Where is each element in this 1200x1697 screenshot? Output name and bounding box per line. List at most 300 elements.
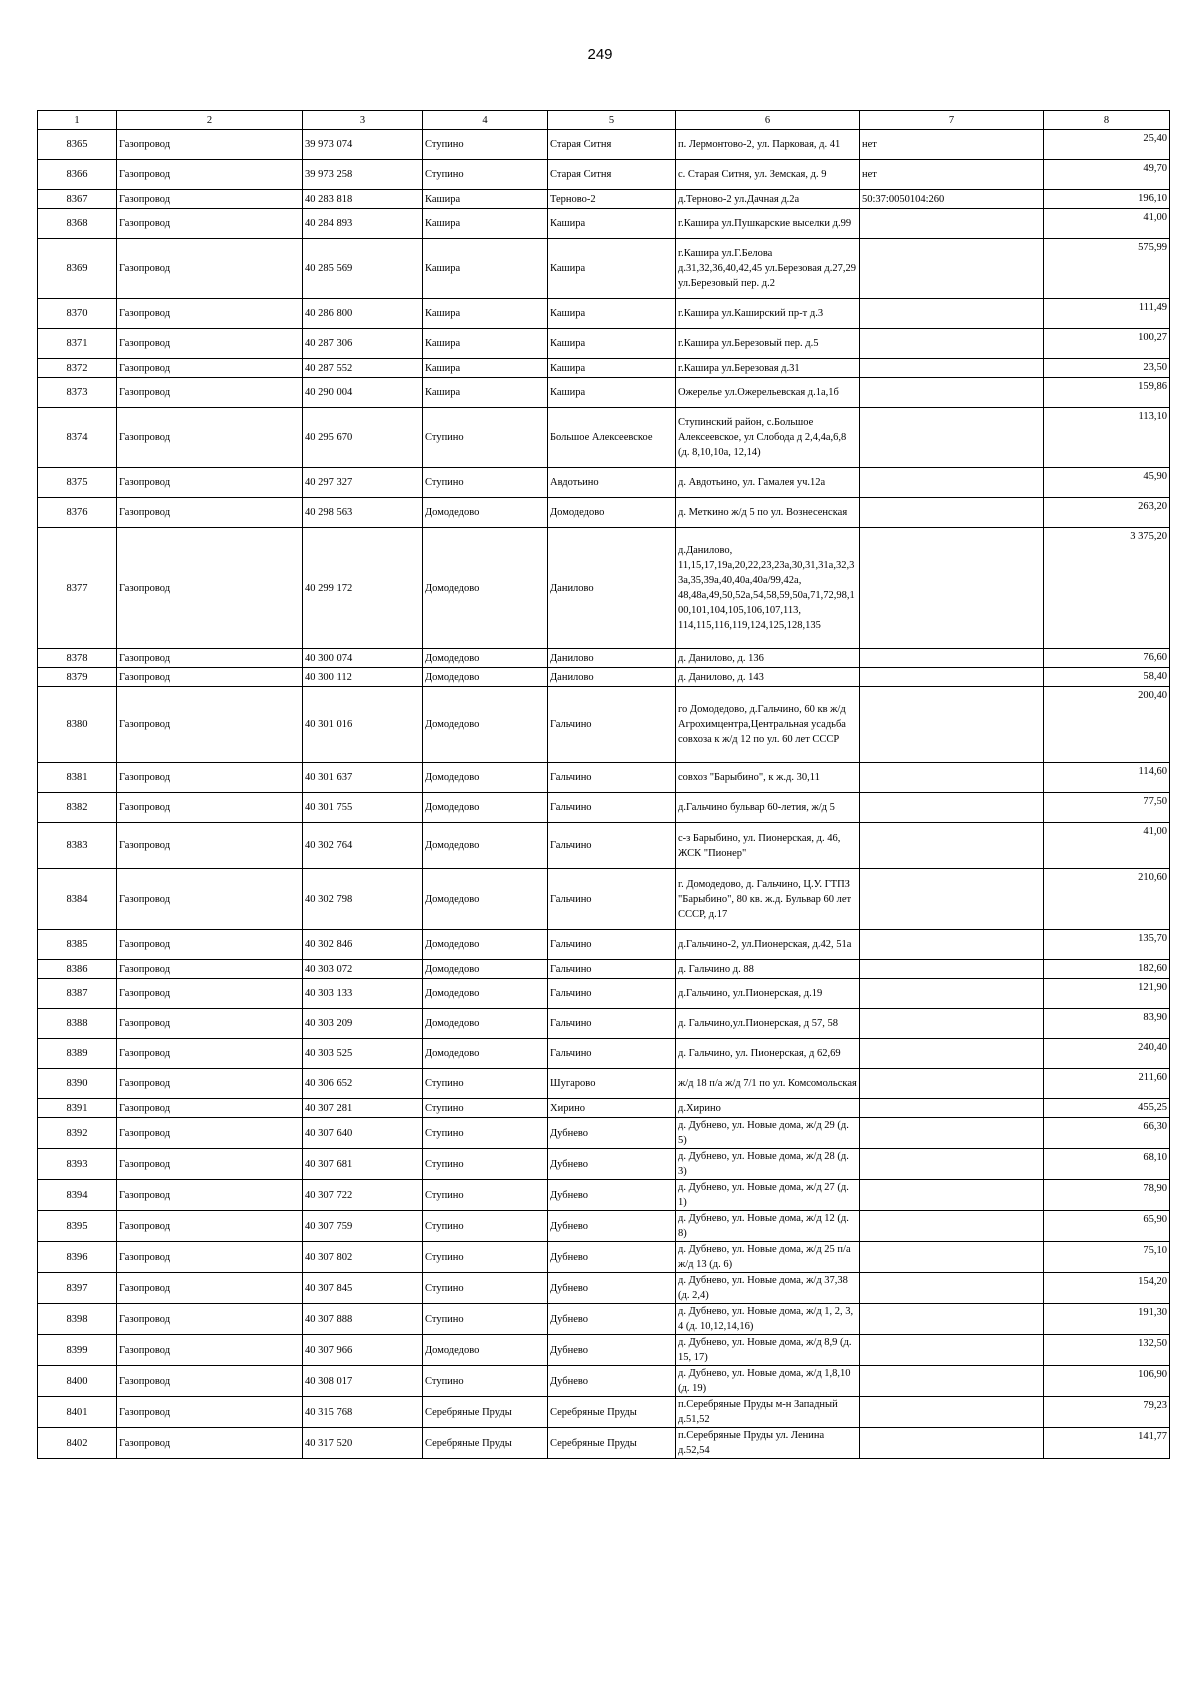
inventory-number: 40 307 640 [303, 1118, 423, 1149]
table-row [38, 930, 1170, 960]
locality: Кашира [548, 239, 676, 299]
table-row [38, 359, 1170, 378]
table-row [38, 498, 1170, 528]
district: Домодедово [423, 979, 548, 1009]
column-header: 8 [1044, 111, 1170, 130]
table-row [38, 1397, 1170, 1428]
object-name: Газопровод [117, 1099, 303, 1118]
object-name: Газопровод [117, 763, 303, 793]
cadastral-number [860, 1069, 1044, 1099]
row-number: 8393 [38, 1149, 117, 1180]
table-row [38, 1273, 1170, 1304]
inventory-number: 40 307 802 [303, 1242, 423, 1273]
row-number: 8388 [38, 1009, 117, 1039]
object-name: Газопровод [117, 1273, 303, 1304]
length-value: 240,40 [1044, 1039, 1170, 1069]
cadastral-number [860, 239, 1044, 299]
row-number: 8399 [38, 1335, 117, 1366]
cadastral-number [860, 1180, 1044, 1211]
district: Кашира [423, 239, 548, 299]
row-number: 8387 [38, 979, 117, 1009]
table-row [38, 1099, 1170, 1118]
cadastral-number [860, 1009, 1044, 1039]
locality: Гальчино [548, 793, 676, 823]
locality: Старая Ситня [548, 160, 676, 190]
length-value: 455,25 [1044, 1099, 1170, 1118]
locality: Гальчино [548, 1009, 676, 1039]
table-row [38, 209, 1170, 239]
locality: Гальчино [548, 1039, 676, 1069]
length-value: 182,60 [1044, 960, 1170, 979]
locality: Большое Алексеевское [548, 408, 676, 468]
district: Ступино [423, 468, 548, 498]
inventory-number: 40 286 800 [303, 299, 423, 329]
table-row [38, 1180, 1170, 1211]
row-number: 8382 [38, 793, 117, 823]
locality: Дубнево [548, 1242, 676, 1273]
inventory-number: 40 307 888 [303, 1304, 423, 1335]
locality: Домодедово [548, 498, 676, 528]
table-row [38, 649, 1170, 668]
object-name: Газопровод [117, 793, 303, 823]
inventory-number: 40 303 133 [303, 979, 423, 1009]
table-row [38, 1069, 1170, 1099]
district: Ступино [423, 1099, 548, 1118]
cadastral-number [860, 763, 1044, 793]
length-value: 75,10 [1044, 1242, 1170, 1273]
address: п. Лермонтово-2, ул. Парковая, д. 41 [676, 130, 860, 160]
district: Серебряные Пруды [423, 1397, 548, 1428]
district: Домодедово [423, 930, 548, 960]
row-number: 8376 [38, 498, 117, 528]
district: Ступино [423, 1242, 548, 1273]
locality: Дубнево [548, 1118, 676, 1149]
row-number: 8377 [38, 528, 117, 649]
cadastral-number [860, 378, 1044, 408]
address: п.Серебряные Пруды м-н Западный д.51,52 [676, 1397, 860, 1428]
length-value: 135,70 [1044, 930, 1170, 960]
object-name: Газопровод [117, 960, 303, 979]
address: г. Домодедово, д. Гальчино, Ц.У. ГТПЗ "Барыбино", 80 кв. ж.д. Бульвар 60 лет СССР, д.17 [676, 869, 860, 930]
locality: Данилово [548, 649, 676, 668]
inventory-number: 40 307 966 [303, 1335, 423, 1366]
cadastral-number [860, 1366, 1044, 1397]
cadastral-number [860, 649, 1044, 668]
row-number: 8373 [38, 378, 117, 408]
locality: Авдотьино [548, 468, 676, 498]
length-value: 113,10 [1044, 408, 1170, 468]
cadastral-number [860, 498, 1044, 528]
object-name: Газопровод [117, 823, 303, 869]
column-header: 4 [423, 111, 548, 130]
object-name: Газопровод [117, 869, 303, 930]
length-value: 77,50 [1044, 793, 1170, 823]
length-value: 68,10 [1044, 1149, 1170, 1180]
table-row [38, 793, 1170, 823]
district: Кашира [423, 299, 548, 329]
district: Кашира [423, 378, 548, 408]
locality: Старая Ситня [548, 130, 676, 160]
cadastral-number [860, 299, 1044, 329]
length-value: 575,99 [1044, 239, 1170, 299]
cadastral-number [860, 687, 1044, 763]
row-number: 8384 [38, 869, 117, 930]
district: Домодедово [423, 763, 548, 793]
cadastral-number [860, 1397, 1044, 1428]
object-name: Газопровод [117, 1304, 303, 1335]
address: д.Гальчино бульвар 60-летия, ж/д 5 [676, 793, 860, 823]
inventory-number: 40 302 846 [303, 930, 423, 960]
district: Ступино [423, 1211, 548, 1242]
object-name: Газопровод [117, 1009, 303, 1039]
address: д. Дубнево, ул. Новые дома, ж/д 28 (д. 3) [676, 1149, 860, 1180]
address: д. Дубнево, ул. Новые дома, ж/д 1,8,10 (д. 19) [676, 1366, 860, 1397]
length-value: 83,90 [1044, 1009, 1170, 1039]
object-name: Газопровод [117, 1149, 303, 1180]
district: Домодедово [423, 1009, 548, 1039]
district: Ступино [423, 1304, 548, 1335]
object-name: Газопровод [117, 1180, 303, 1211]
cadastral-number: нет [860, 130, 1044, 160]
length-value: 41,00 [1044, 823, 1170, 869]
district: Домодедово [423, 1335, 548, 1366]
inventory-number: 40 290 004 [303, 378, 423, 408]
object-name: Газопровод [117, 239, 303, 299]
locality: Гальчино [548, 823, 676, 869]
address: д.Хирино [676, 1099, 860, 1118]
column-header: 1 [38, 111, 117, 130]
object-name: Газопровод [117, 359, 303, 378]
length-value: 141,77 [1044, 1428, 1170, 1459]
district: Серебряные Пруды [423, 1428, 548, 1459]
row-number: 8390 [38, 1069, 117, 1099]
address: г.Кашира ул.Пушкарские выселки д.99 [676, 209, 860, 239]
table-row [38, 1242, 1170, 1273]
district: Ступино [423, 130, 548, 160]
district: Домодедово [423, 793, 548, 823]
row-number: 8378 [38, 649, 117, 668]
object-name: Газопровод [117, 498, 303, 528]
length-value: 25,40 [1044, 130, 1170, 160]
row-number: 8400 [38, 1366, 117, 1397]
inventory-number: 40 307 681 [303, 1149, 423, 1180]
district: Домодедово [423, 498, 548, 528]
cadastral-number [860, 668, 1044, 687]
address: с. Старая Ситня, ул. Земская, д. 9 [676, 160, 860, 190]
district: Ступино [423, 1273, 548, 1304]
cadastral-number [860, 1304, 1044, 1335]
table-header-row [38, 111, 1170, 130]
address: г.Кашира ул.Березовый пер. д.5 [676, 329, 860, 359]
locality: Дубнево [548, 1273, 676, 1304]
table-row [38, 299, 1170, 329]
object-name: Газопровод [117, 329, 303, 359]
table-row [38, 1366, 1170, 1397]
column-header: 5 [548, 111, 676, 130]
row-number: 8402 [38, 1428, 117, 1459]
row-number: 8381 [38, 763, 117, 793]
cadastral-number [860, 1149, 1044, 1180]
district: Домодедово [423, 1039, 548, 1069]
length-value: 45,90 [1044, 468, 1170, 498]
address: Ожерелье ул.Ожерельевская д.1а,1б [676, 378, 860, 408]
locality: Дубнево [548, 1366, 676, 1397]
row-number: 8397 [38, 1273, 117, 1304]
column-header: 2 [117, 111, 303, 130]
row-number: 8374 [38, 408, 117, 468]
length-value: 79,23 [1044, 1397, 1170, 1428]
object-name: Газопровод [117, 687, 303, 763]
object-name: Газопровод [117, 1366, 303, 1397]
length-value: 132,50 [1044, 1335, 1170, 1366]
locality: Гальчино [548, 930, 676, 960]
cadastral-number [860, 1118, 1044, 1149]
district: Домодедово [423, 649, 548, 668]
row-number: 8396 [38, 1242, 117, 1273]
address: д.Гальчино, ул.Пионерская, д.19 [676, 979, 860, 1009]
object-name: Газопровод [117, 408, 303, 468]
address: д. Данилово, д. 136 [676, 649, 860, 668]
district: Кашира [423, 329, 548, 359]
object-name: Газопровод [117, 649, 303, 668]
cadastral-number [860, 468, 1044, 498]
row-number: 8389 [38, 1039, 117, 1069]
cadastral-number [860, 823, 1044, 869]
district: Ступино [423, 1180, 548, 1211]
table-row [38, 160, 1170, 190]
address: д. Дубнево, ул. Новые дома, ж/д 8,9 (д. 15, 17) [676, 1335, 860, 1366]
district: Домодедово [423, 960, 548, 979]
inventory-number: 40 301 016 [303, 687, 423, 763]
length-value: 159,86 [1044, 378, 1170, 408]
object-name: Газопровод [117, 1397, 303, 1428]
length-value: 111,49 [1044, 299, 1170, 329]
table-row [38, 979, 1170, 1009]
district: Кашира [423, 359, 548, 378]
object-name: Газопровод [117, 668, 303, 687]
district: Домодедово [423, 823, 548, 869]
inventory-number: 40 302 798 [303, 869, 423, 930]
cadastral-number [860, 1099, 1044, 1118]
length-value: 200,40 [1044, 687, 1170, 763]
district: Ступино [423, 1118, 548, 1149]
table-row [38, 869, 1170, 930]
inventory-number: 40 303 209 [303, 1009, 423, 1039]
object-name: Газопровод [117, 130, 303, 160]
address: г.Кашира ул.Каширский пр-т д.3 [676, 299, 860, 329]
row-number: 8375 [38, 468, 117, 498]
district: Домодедово [423, 687, 548, 763]
address: д. Гальчино д. 88 [676, 960, 860, 979]
row-number: 8371 [38, 329, 117, 359]
district: Домодедово [423, 668, 548, 687]
object-name: Газопровод [117, 299, 303, 329]
length-value: 3 375,20 [1044, 528, 1170, 649]
length-value: 49,70 [1044, 160, 1170, 190]
object-name: Газопровод [117, 1069, 303, 1099]
length-value: 65,90 [1044, 1211, 1170, 1242]
table-row [38, 408, 1170, 468]
table-row [38, 1211, 1170, 1242]
district: Домодедово [423, 869, 548, 930]
object-name: Газопровод [117, 1242, 303, 1273]
locality: Терново-2 [548, 190, 676, 209]
inventory-number: 40 302 764 [303, 823, 423, 869]
address: д. Дубнево, ул. Новые дома, ж/д 29 (д. 5) [676, 1118, 860, 1149]
locality: Кашира [548, 299, 676, 329]
locality: Гальчино [548, 763, 676, 793]
inventory-number: 40 285 569 [303, 239, 423, 299]
locality: Дубнево [548, 1304, 676, 1335]
object-name: Газопровод [117, 468, 303, 498]
row-number: 8379 [38, 668, 117, 687]
cadastral-number [860, 329, 1044, 359]
cadastral-number [860, 869, 1044, 930]
address: д.Терново-2 ул.Дачная д.2а [676, 190, 860, 209]
object-name: Газопровод [117, 209, 303, 239]
inventory-number: 40 300 074 [303, 649, 423, 668]
inventory-number: 40 297 327 [303, 468, 423, 498]
table-row [38, 1304, 1170, 1335]
table-row [38, 468, 1170, 498]
inventory-number: 40 299 172 [303, 528, 423, 649]
row-number: 8391 [38, 1099, 117, 1118]
object-name: Газопровод [117, 1118, 303, 1149]
object-name: Газопровод [117, 190, 303, 209]
locality: Хирино [548, 1099, 676, 1118]
district: Кашира [423, 209, 548, 239]
locality: Гальчино [548, 869, 676, 930]
cadastral-number [860, 979, 1044, 1009]
address: д. Дубнево, ул. Новые дома, ж/д 25 п/а ж/д 13 (д. 6) [676, 1242, 860, 1273]
length-value: 41,00 [1044, 209, 1170, 239]
locality: Серебряные Пруды [548, 1397, 676, 1428]
inventory-number: 40 287 552 [303, 359, 423, 378]
inventory-number: 40 300 112 [303, 668, 423, 687]
object-name: Газопровод [117, 930, 303, 960]
address: с-з Барыбино, ул. Пионерская, д. 46, ЖСК "Пионер" [676, 823, 860, 869]
table-row [38, 1039, 1170, 1069]
inventory-number: 40 307 722 [303, 1180, 423, 1211]
district: Ступино [423, 1149, 548, 1180]
locality: Кашира [548, 329, 676, 359]
register-table [37, 110, 1170, 1459]
column-header: 6 [676, 111, 860, 130]
inventory-number: 40 298 563 [303, 498, 423, 528]
row-number: 8365 [38, 130, 117, 160]
locality: Гальчино [548, 960, 676, 979]
locality: Данилово [548, 528, 676, 649]
table-row [38, 668, 1170, 687]
length-value: 76,60 [1044, 649, 1170, 668]
cadastral-number [860, 1428, 1044, 1459]
table-row [38, 1149, 1170, 1180]
address: д. Данилово, д. 143 [676, 668, 860, 687]
inventory-number: 40 303 072 [303, 960, 423, 979]
cadastral-number [860, 960, 1044, 979]
row-number: 8369 [38, 239, 117, 299]
address: д. Гальчино, ул. Пионерская, д 62,69 [676, 1039, 860, 1069]
inventory-number: 40 306 652 [303, 1069, 423, 1099]
table-row [38, 687, 1170, 763]
district: Ступино [423, 1069, 548, 1099]
table-row [38, 1428, 1170, 1459]
row-number: 8368 [38, 209, 117, 239]
length-value: 121,90 [1044, 979, 1170, 1009]
address: Ступинский район, с.Большое Алексеевское, ул Слобода д 2,4,4а,6,8 (д. 8,10,10а, 12,14) [676, 408, 860, 468]
address: д. Дубнево, ул. Новые дома, ж/д 1, 2, 3, 4 (д. 10,12,14,16) [676, 1304, 860, 1335]
cadastral-number [860, 408, 1044, 468]
inventory-number: 40 308 017 [303, 1366, 423, 1397]
inventory-number: 40 295 670 [303, 408, 423, 468]
row-number: 8380 [38, 687, 117, 763]
row-number: 8395 [38, 1211, 117, 1242]
district: Кашира [423, 190, 548, 209]
row-number: 8392 [38, 1118, 117, 1149]
object-name: Газопровод [117, 160, 303, 190]
inventory-number: 40 315 768 [303, 1397, 423, 1428]
address: д. Гальчино,ул.Пионерская, д 57, 58 [676, 1009, 860, 1039]
row-number: 8366 [38, 160, 117, 190]
object-name: Газопровод [117, 528, 303, 649]
row-number: 8394 [38, 1180, 117, 1211]
length-value: 66,30 [1044, 1118, 1170, 1149]
inventory-number: 40 307 845 [303, 1273, 423, 1304]
length-value: 210,60 [1044, 869, 1170, 930]
object-name: Газопровод [117, 1428, 303, 1459]
length-value: 114,60 [1044, 763, 1170, 793]
locality: Дубнево [548, 1335, 676, 1366]
cadastral-number [860, 793, 1044, 823]
locality: Дубнево [548, 1149, 676, 1180]
column-header: 7 [860, 111, 1044, 130]
object-name: Газопровод [117, 979, 303, 1009]
object-name: Газопровод [117, 378, 303, 408]
locality: Гальчино [548, 687, 676, 763]
address: г.Кашира ул.Березовая д.31 [676, 359, 860, 378]
district: Ступино [423, 1366, 548, 1397]
table-row [38, 130, 1170, 160]
locality: Кашира [548, 359, 676, 378]
inventory-number: 40 284 893 [303, 209, 423, 239]
length-value: 106,90 [1044, 1366, 1170, 1397]
table-row [38, 823, 1170, 869]
inventory-number: 39 973 074 [303, 130, 423, 160]
cadastral-number [860, 1242, 1044, 1273]
locality: Данилово [548, 668, 676, 687]
object-name: Газопровод [117, 1039, 303, 1069]
row-number: 8372 [38, 359, 117, 378]
row-number: 8367 [38, 190, 117, 209]
address: го Домодедово, д.Гальчино, 60 кв ж/д Агрохимцентра,Центральная усадьба совхоза к ж/д 12 по ул. 60 лет СССР [676, 687, 860, 763]
locality: Кашира [548, 378, 676, 408]
cadastral-number [860, 1335, 1044, 1366]
address: г.Кашира ул.Г.Белова д.31,32,36,40,42,45 ул.Березовая д.27,29 ул.Березовый пер. д.2 [676, 239, 860, 299]
cadastral-number [860, 528, 1044, 649]
row-number: 8385 [38, 930, 117, 960]
table-row [38, 1118, 1170, 1149]
cadastral-number [860, 1039, 1044, 1069]
length-value: 58,40 [1044, 668, 1170, 687]
inventory-number: 40 307 281 [303, 1099, 423, 1118]
table-row [38, 329, 1170, 359]
inventory-number: 39 973 258 [303, 160, 423, 190]
table-row [38, 960, 1170, 979]
inventory-number: 40 283 818 [303, 190, 423, 209]
row-number: 8386 [38, 960, 117, 979]
address: д. Дубнево, ул. Новые дома, ж/д 12 (д. 8) [676, 1211, 860, 1242]
inventory-number: 40 301 637 [303, 763, 423, 793]
